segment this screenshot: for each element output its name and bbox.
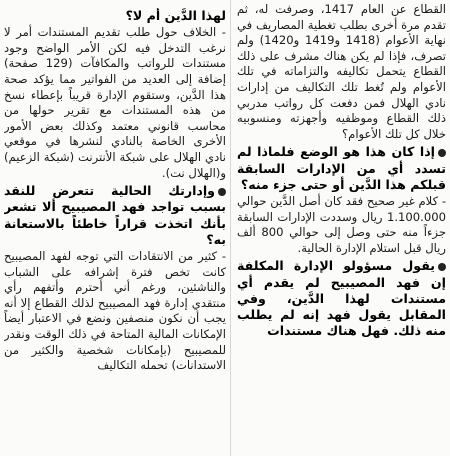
bullet-dot-icon bbox=[218, 188, 226, 196]
question-text: يقول مسؤولو الإدارة المكلفة إن فهد المصيبيح لم يقدم أي مستندات لهذا الدَّين، وفي المقابل يقول فهد إنه لم يطلب منه ذلك. فهل هناك مستندات bbox=[237, 258, 446, 339]
question-text: وإدارتك الحالية تتعرض للنقد بسبب تواجد فهد المصيبيح ألا تشعر بأنك اتخذت قراراً خاطئاً بالاستعانة به؟ bbox=[4, 183, 226, 247]
bullet-dot-icon bbox=[438, 263, 446, 271]
column-divider bbox=[230, 0, 231, 456]
answer-paragraph: - كلام غير صحيح فقد كان أصل الدَّين حوالي 1.100.000 ريال وسددت الإدارات السابقة جزءاً منه حتى وصل إلى حوالي 800 ألف ريال قبل استلام الإدارة الحالية. bbox=[237, 193, 446, 255]
question-text: إذا كان هذا هو الوضع فلماذا لم تسدد أي من الإدارات السابقة قبلكم هذا الدَّين أو حتى جزء منه؟ bbox=[237, 144, 446, 192]
answer-paragraph-continued: القطاع عن العام 1417، وصرفت له، ثم تقدم مرة أخرى بطلب تغطية المصاريف في نهاية الأعوام (1418 و1419 و1420) ولم تصرف، فإذا لم يكن هناك مشرف على ذلك القطاع يتحمل تكاليفه والتزاماته في تلك الأعوام ولم تُغط تلك التكاليف من إدارات نادي الهلال فمن دفعت كل رواتب مدربي ذلك القطاع وموظفيه وأجهزته ومنسوبيه خلال كل تلك الأعوام؟ bbox=[237, 2, 446, 141]
question-heading-continued: لهذا الدَّين أم لا؟ bbox=[125, 8, 226, 23]
right-column bbox=[237, 2, 446, 456]
question-heading bbox=[237, 144, 446, 193]
left-column bbox=[4, 8, 226, 456]
bullet-dot-icon bbox=[438, 149, 446, 157]
question-heading bbox=[237, 258, 446, 339]
answer-paragraph: - كثير من الانتقادات التي توجه لفهد المصيبيح كانت تخص فترة إشرافه على الشباب والناشئين، ورغم أني أحترم وأتفهم رأي منتقدي إدارة فهد المصيبيح لذلك القطاع إلا أنه يجب أن نكون منصفين ونضع في الاعتبار أيضاً الإمكانات المالية المتاحة في ذلك الوقت ونقدر للمصيبيح (بإمكانات شخصية والكثير من الاستدانات) تحمله التكاليف bbox=[4, 248, 226, 373]
question-heading bbox=[4, 183, 226, 248]
answer-paragraph: - الخلاف حول طلب تقديم المستندات أمر لا نرغب التدخل فيه لكن الأمر الواضح وجود مستندات للرواتب والمكافآت (129 صفحة) إضافة إلى العديد من الفواتير مما يؤكد صحة هذا الدَّين، وستقوم الإدارة قريباً بإعطاء نسخ من هذه المستندات مع تقرير حولها من محاسب قانوني معتمد وكذلك بعض الأمور الأخرى الخاصة بالنادي لنشرها في موقعي نادي الهلال على شبكة الأنترنت (شبكة الزعيم) و(الهلال نت). bbox=[4, 25, 226, 180]
